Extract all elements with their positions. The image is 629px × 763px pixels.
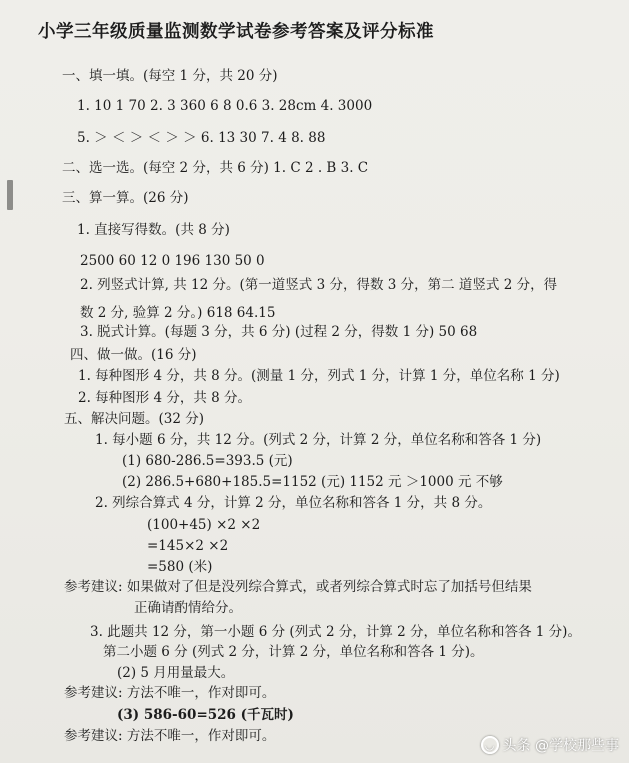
section-1-heading: 一、填一填。(每空 1 分，共 20 分)	[62, 68, 278, 84]
section-3-item-2: 2. 列竖式计算, 共 12 分。(第一道竖式 3 分，得数 3 分，第二 道竖式 2 分，得	[80, 277, 558, 293]
section-5-item-1: 1. 每小题 6 分，共 12 分。(列式 2 分，计算 2 分，单位名称和答各 1 分)	[95, 432, 542, 448]
section-5-item-2-step-1: (100+45) ×2 ×2	[147, 517, 261, 533]
section-3-item-1-answers: 2500 60 12 0 196 130 50 0	[80, 253, 265, 269]
section-5-heading: 五、解决问题。(32 分)	[64, 411, 205, 427]
page-title: 小学三年级质量监测数学试卷参考答案及评分标准	[38, 22, 434, 42]
page-edge-shadow	[7, 180, 13, 210]
watermark	[481, 735, 619, 755]
reference-note-1-cont: 正确请酌情给分。	[134, 600, 242, 616]
section-3-heading: 三、算一算。(26 分)	[62, 190, 189, 206]
section-5-item-2: 2. 列综合算式 4 分，计算 2 分，单位名称和答各 1 分，共 8 分。	[95, 495, 492, 511]
section-5-item-1-sub-2: (2) 286.5+680+185.5=1152 (元) 1152 元 ＞1000 元 不够	[122, 474, 503, 490]
section-3-item-3: 3. 脱式计算。(每题 3 分，共 6 分) (过程 2 分，得数 1 分) 50 68	[80, 324, 478, 340]
reference-note-2: 参考建议: 方法不唯一，作对即可。	[64, 685, 276, 701]
section-4-heading: 四、做一做。(16 分)	[70, 347, 197, 363]
section-4-item-1: 1. 每种图形 4 分，共 8 分。(测量 1 分，列式 1 分，计算 1 分，单位名称 1 分)	[78, 368, 560, 384]
section-1-row-1: 1. 10 1 70 2. 3 360 6 8 0.6 3. 28cm 4. 3000	[77, 98, 373, 114]
toutiao-logo-icon: ◡	[481, 736, 499, 754]
section-5-item-3: 3. 此题共 12 分，第一小题 6 分 (列式 2 分，计算 2 分，单位名称和答各 1 分)。	[90, 624, 581, 640]
section-1-row-2: 5. ＞ ＜ ＞ ＜ ＞ ＞ 6. 13 30 7. 4 8. 88	[77, 130, 326, 146]
section-3-item-2-cont: 数 2 分, 验算 2 分。) 618 64.15	[80, 305, 276, 321]
section-5-item-3-cont: 第二小题 6 分 (列式 2 分，计算 2 分，单位名称和答各 1 分)。	[103, 644, 484, 660]
reference-note-1: 参考建议: 如果做对了但是没列综合算式，或者列综合算式时忘了加括号但结果	[64, 579, 532, 595]
section-4-item-2: 2. 每种图形 4 分，共 8 分。	[78, 390, 252, 406]
section-5-item-3-sub-2: (2) 5 月用量最大。	[117, 665, 235, 681]
section-5-item-3-sub-3: (3) 586-60=526 (千瓦时)	[117, 707, 294, 723]
section-5-item-1-sub-1: (1) 680-286.5=393.5 (元)	[122, 453, 293, 469]
section-2-heading: 二、选一选。(每空 2 分，共 6 分) 1. C 2 . B 3. C	[62, 160, 369, 176]
watermark-text: 头条 @学校那些事	[502, 738, 619, 754]
section-3-item-1: 1. 直接写得数。(共 8 分)	[77, 222, 230, 238]
reference-note-3: 参考建议: 方法不唯一，作对即可。	[64, 728, 276, 744]
section-5-item-2-step-3: =580 (米)	[147, 559, 213, 575]
section-5-item-2-step-2: =145×2 ×2	[147, 538, 229, 554]
